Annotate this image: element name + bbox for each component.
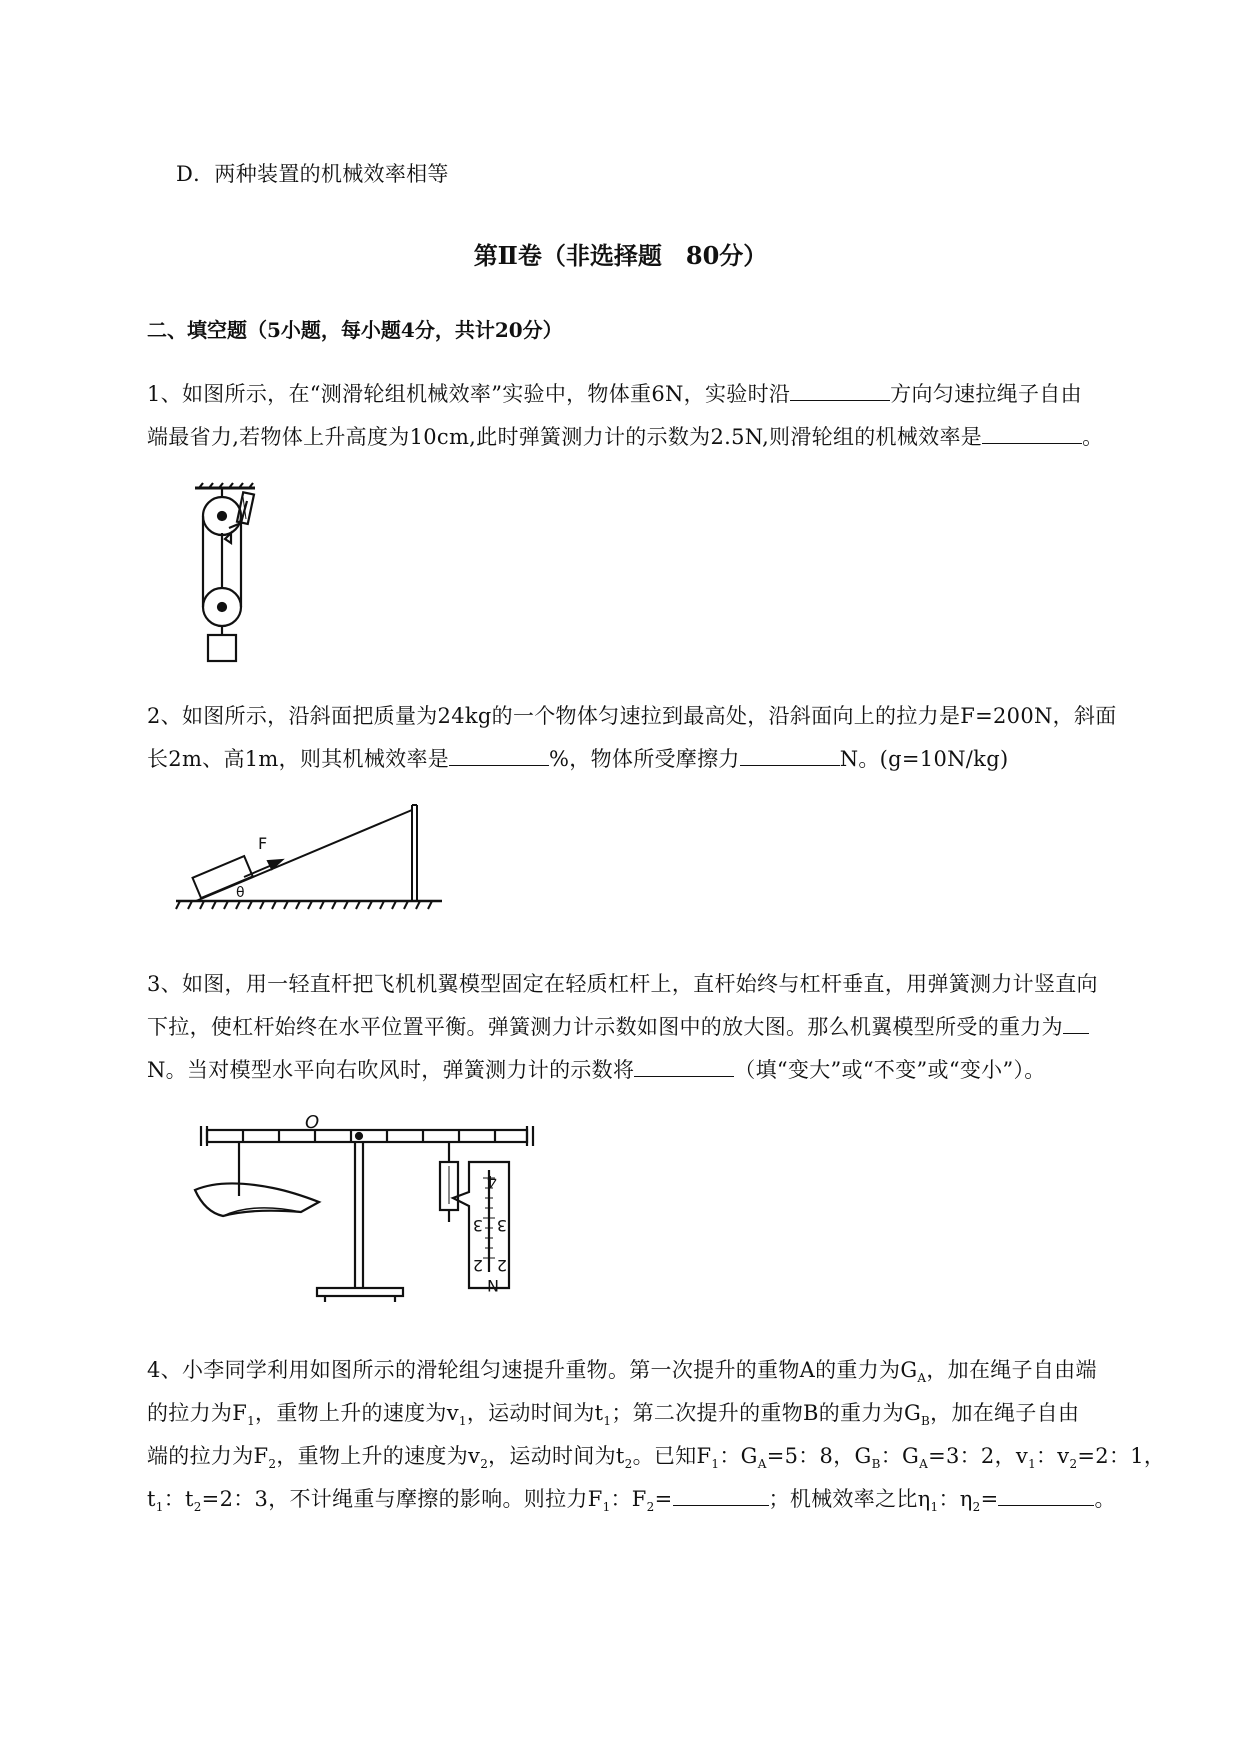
- force-label: F: [258, 834, 268, 853]
- angle-label: θ: [236, 885, 245, 901]
- scale-mark-2-right: 2: [496, 1256, 507, 1275]
- q4-line2: 的拉力为$F_1$，重物上升的速度为$v_1$，运动时间为$t_1$；第二次提升的重物B的重力为$G_B$，加在绳子自由: [147, 1401, 1080, 1429]
- scale-mark-3-left: 3: [472, 1216, 483, 1235]
- q1-line1: 1、如图所示，在“测滑轮组机械效率”实验中，物体重6N，实验时沿 方向匀速拉绳子自由: [147, 382, 1082, 406]
- part-title: 第Ⅱ卷（非选择题 80分）: [473, 241, 768, 270]
- q1-blank-direction[interactable]: [790, 382, 890, 401]
- q3-line2: 下拉，使杠杆始终在水平位置平衡。弹簧测力计示数如图中的放大图。那么机翼模型所受的重力为: [147, 1011, 1089, 1041]
- q2-line1: 2、如图所示，沿斜面把质量为24kg的一个物体匀速拉到最高处，沿斜面向上的拉力是F=200N，斜面: [147, 704, 1117, 728]
- q4-line1: 4、小李同学利用如图所示的滑轮组匀速提升重物。第一次提升的重物A的重力为$G_A$，加在绳子自由端: [147, 1358, 1097, 1386]
- q3-line3: N。当对模型水平向右吹风时，弹簧测力计的示数将 （填“变大”或“不变”或“变小”）。: [147, 1058, 1046, 1082]
- lever-figure: [193, 1112, 553, 1302]
- q3-blank-change[interactable]: [634, 1058, 734, 1077]
- scale-mark-2-left: 2: [472, 1256, 483, 1275]
- q4-blank-force-ratio[interactable]: [673, 1487, 769, 1506]
- q4-blank-efficiency-ratio[interactable]: [998, 1487, 1094, 1506]
- scale-mark-4: 4: [486, 1172, 497, 1191]
- section-title: 二、填空题（5小题，每小题4分，共计20分）: [147, 318, 563, 342]
- scale-unit: N: [487, 1276, 499, 1295]
- pulley-figure: [185, 483, 265, 663]
- q1-line2: 端最省力,若物体上升高度为10cm,此时弹簧测力计的示数为2.5N,则滑轮组的机械效率是 。: [147, 425, 1104, 449]
- q2-blank-efficiency[interactable]: [449, 747, 549, 766]
- option-d: D．两种装置的机械效率相等: [176, 162, 449, 186]
- pivot-label: O: [305, 1112, 320, 1133]
- q1-blank-efficiency[interactable]: [982, 425, 1082, 444]
- q4-line4: $t_1$：$t_2=2$：3，不计绳重与摩擦的影响。则拉力$F_1$：$F_2=$ ；机械效率之比$\eta_1$：$\eta_2=$ 。: [147, 1487, 1116, 1515]
- q4-line3: 端的拉力为$F_2$，重物上升的速度为$v_2$，运动时间为$t_2$。已知$F_1$：$G_A=5$：8，$G_B$：$G_A=3$：2，$v_1$：$v_2=2$：1，: [147, 1444, 1166, 1472]
- scale-mark-3-right: 3: [496, 1216, 507, 1235]
- q2-blank-friction[interactable]: [740, 747, 840, 766]
- q3-line1: 3、如图，用一轻直杆把飞机机翼模型固定在轻质杠杆上，直杆始终与杠杆垂直，用弹簧测力计竖直向: [147, 972, 1098, 996]
- q2-line2: 长2m、高1m，则其机械效率是 %，物体所受摩擦力 N。(g=10N/kg): [147, 747, 1009, 771]
- q3-blank-weight[interactable]: [1063, 1015, 1089, 1034]
- incline-figure: [176, 805, 446, 915]
